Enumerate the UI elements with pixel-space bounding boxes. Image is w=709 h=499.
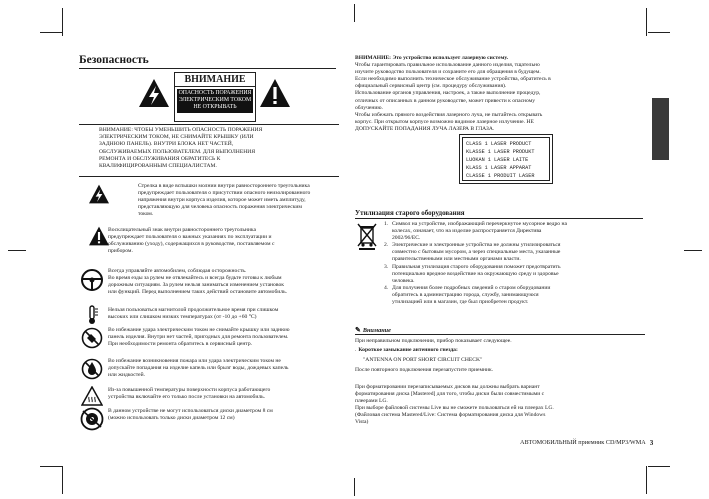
text-line: Vista) <box>355 419 369 426</box>
caution-line: ОБСЛУЖИВАЕМЫХ ПОЛЬЗОВАТЕЛЕМ. ДЛЯ ВЫПОЛНЕНИЯ <box>99 148 256 155</box>
no-water-icon <box>81 358 103 380</box>
warning-water <box>108 358 342 379</box>
crop-mark <box>648 466 670 467</box>
note-bullet-text: Короткое замыкание антенного гнезда: <box>358 347 458 353</box>
text-line: Символ на устройстве, изображающий перечеркнутое мусорное ведро на <box>392 221 567 227</box>
text-line: Во время езды за рулем не отвлекайтесь и всегда будьте готовы к любым <box>108 275 282 282</box>
text-line: отличных от описанных в данном руководстве, может привести к опасному <box>355 97 536 104</box>
page-number: 3 <box>649 439 654 447</box>
text-line: устройства включайте его только после установки на автомобиль. <box>108 394 266 401</box>
disposal-list <box>384 221 646 306</box>
text-line: Стрелка в виде вспышки молнии внутри равностороннего треугольника <box>138 183 310 189</box>
lightning-explanation <box>138 183 338 218</box>
crop-mark <box>62 466 63 494</box>
note-quote: "ANTENNA ON PORT SHORT CIRCUIT CHECK" <box>363 357 483 363</box>
list-number: 2. <box>384 242 389 249</box>
crop-mark <box>648 32 670 33</box>
note-after: После повторного подключения перезапустите приемник. <box>355 367 494 373</box>
caution-header: ВНИМАНИЕ <box>175 73 255 87</box>
text-line: ДОПУСКАЙТЕ ПОПАДАНИЯ ЛУЧА ЛАЗЕРА В ГЛАЗА. <box>355 125 495 132</box>
text-line: напряжения внутри корпуса изделия, которое может иметь амплитуду, <box>138 197 306 204</box>
text-line: корпус. При открытом корпусе возможно видимое лазерное излучение. НЕ <box>355 118 534 125</box>
footer-text: АВТОМОБИЛЬНЫЙ приемник CD/MP3/WMA <box>520 439 646 446</box>
warning-disc <box>108 408 342 422</box>
steering-wheel-icon <box>80 268 104 292</box>
lightning-triangle-icon <box>88 184 110 204</box>
disposal-title: Утилизация старого оборудования <box>355 209 465 217</box>
lightning-triangle-icon <box>138 78 170 108</box>
text-line: Правильная утилизация старого оборудования поможет предотвратить <box>392 263 561 270</box>
text-line: панель изделия. Внутри нет частей, пригодных для ремонта пользователем. <box>108 334 289 341</box>
format-text <box>355 384 649 427</box>
text-line: прибором. <box>108 248 133 255</box>
text-line: 2002/96/EC. <box>392 235 421 242</box>
caution-line: ЗАДНЮЮ ПАНЕЛЬ). ВНУТРИ БЛОКА НЕТ ЧАСТЕЙ, <box>99 141 234 148</box>
thermometer-icon <box>82 305 102 325</box>
exclamation-explanation <box>108 227 340 255</box>
text-line: Во избежание удара электрическим током не снимайте крышку или заднюю <box>108 327 290 333</box>
list-number: 1. <box>384 221 389 227</box>
note-bullet <box>355 347 645 354</box>
text-line: током. <box>138 211 154 218</box>
exclamation-triangle-icon <box>88 226 110 246</box>
warning-temperature <box>108 307 342 321</box>
text-line: Восклицательный знак внутри равностороннего треугольника <box>108 227 257 233</box>
laser-label-line: KLASS 1 LASER APPARAT <box>466 165 532 171</box>
disc-icon <box>80 407 104 431</box>
warning-steering <box>108 268 342 296</box>
text-line: В данном устройстве не могут использоваться диски диаметром 8 см <box>108 408 273 414</box>
caution-line: ВНИМАНИЕ: ЧТОБЫ УМЕНЬШИТЬ ОПАСНОСТЬ ПОРАЖЕНИЯ <box>99 127 263 133</box>
text-line: или функций. Перед выполнением таких действий остановите автомобиль. <box>108 289 288 296</box>
text-line: предупреждает пользователя о важных указаниях по эксплуатации и <box>108 234 272 241</box>
crop-mark <box>646 466 647 494</box>
page-title: Безопасность <box>79 54 149 66</box>
caution-line: РЕМОНТА И ОБСЛУЖИВАНИЯ ОБРАТИТЕСЬ К <box>99 155 221 162</box>
text-line: форматирования диска [Mastered] для того, чтобы диски были совместимыми с <box>355 391 545 398</box>
caution-line: ЭЛЕКТРИЧЕСКИМ ТОКОМ, НЕ СНИМАЙТЕ КРЫШКУ (ИЛИ <box>99 134 254 141</box>
caution-rule-top <box>79 124 339 125</box>
text-line: колесах, означает, что на изделие распространяется Директива <box>392 228 542 235</box>
text-line: Чтобы избежать прямого воздействия лазерного луча, не пытайтесь открывать <box>355 111 543 118</box>
note-intro: При неправильном подключении, прибор показывает следующее. <box>355 338 512 344</box>
note-icon: ✎ <box>355 326 361 334</box>
crop-mark <box>40 466 62 467</box>
laser-label-line: KLASSE 1 LASER PRODUKT <box>466 149 535 155</box>
text-line: дорожным ситуациям. За рулем нельзя заниматься изменением установок <box>108 282 284 289</box>
laser-warning <box>355 55 645 133</box>
text-line: Из-за повышенной температуры поверхности корпуса работающего <box>108 387 271 393</box>
hot-surface-icon <box>81 386 103 406</box>
crop-mark <box>646 8 647 36</box>
caution-text <box>99 127 319 170</box>
list-item <box>384 264 646 285</box>
list-item <box>384 242 646 263</box>
text-line: официальный сервисный центр (см. процедуру обслуживания). <box>355 83 507 90</box>
note-label: Внимание <box>362 326 391 334</box>
laser-label-line: CLASS 1 LASER PRODUCT <box>466 141 532 147</box>
text-line: потенциально вредное воздействие на окружающую среду и здоровье <box>392 270 559 277</box>
laser-label-line: LUOKAN 1 LASER LAITE <box>466 157 529 163</box>
caution-sub-line: ОПАСНОСТЬ ПОРАЖЕНИЯ <box>178 90 252 96</box>
caution-sub-line: НЕ ОТКРЫВАТЬ <box>193 104 237 111</box>
text-line: обслуживанию (уходу), содержащихся в руководстве, поставляемом с <box>108 241 275 248</box>
text-line: Нельзя пользоваться магнитолой продолжительное время при слишком <box>108 307 279 313</box>
warning-disassemble <box>108 327 342 348</box>
caution-line: КВАЛИФИЦИРОВАННЫМ СПЕЦИАЛИСТАМ. <box>99 163 217 170</box>
crop-mark <box>8 250 26 251</box>
list-item <box>384 221 646 242</box>
laser-label-line: CLASSE 1 PRODUIT LASER <box>466 173 535 179</box>
text-line: При необходимости ремонта обратитесь в сервисный центр. <box>108 341 253 348</box>
list-item <box>384 285 646 306</box>
side-tab <box>652 98 669 160</box>
list-number: 3. <box>384 263 389 270</box>
crop-mark <box>354 478 355 496</box>
caution-rule-bottom <box>79 176 339 177</box>
crop-mark <box>354 4 355 22</box>
text-line: При выборе файловой системы Live вы не сможете пользоваться ей на плеерах LG. <box>355 405 554 412</box>
text-line: Для получения более подробных сведений о старом оборудовании <box>392 284 551 291</box>
text-line: или жидкостей. <box>108 372 146 379</box>
caution-box <box>174 72 256 122</box>
warning-hot <box>108 387 342 401</box>
text-line: плеерами LG. <box>355 398 388 405</box>
crop-mark <box>40 32 62 33</box>
text-line: допускайте попадания на изделие капель или брызг воды, дождевых капель <box>108 365 289 372</box>
crop-mark <box>62 8 63 36</box>
text-line: утилизацией или в магазин, где был приобретен продукт. <box>392 299 529 306</box>
text-line: ВНИМАНИЕ: Это устройство использует лазерную систему. <box>355 55 509 61</box>
list-number: 4. <box>384 284 389 291</box>
caution-sub <box>177 89 253 113</box>
laser-label <box>459 134 553 184</box>
text-line: изучите руководство пользователя и сохраните его для обращения в будущем. <box>355 69 541 76</box>
text-line: (Файловая система Mastered/Live: Система форматирования диска для Windows <box>355 412 546 419</box>
title-rule <box>79 68 336 69</box>
laser-label-inner <box>462 137 550 181</box>
bullet-dot: . <box>355 347 357 353</box>
text-line: (можно использовать только диски диаметром 12 см) <box>108 415 235 422</box>
note-rule <box>355 334 645 335</box>
note-header <box>355 326 391 334</box>
text-line: Использование органов управления, настроек, а также выполнение процедур, <box>355 90 541 97</box>
caution-sub-line: ЭЛЕКТРИЧЕСКИМ ТОКОМ <box>178 97 252 104</box>
text-line: правительственными или местными органами власти. <box>392 256 521 263</box>
text-line: Электрические и электронные устройства не должны утилизироваться <box>392 242 561 249</box>
text-line: совместно с бытовым мусором, а через специальные места, указанные <box>392 249 561 256</box>
crossed-bin-icon <box>356 222 378 250</box>
disposal-rule <box>355 218 643 219</box>
text-line: облучению. <box>355 104 383 111</box>
text-line: предупреждает пользователя о присутствии опасного неизолированного <box>138 190 311 197</box>
text-line: Всегда управляйте автомобилем, соблюдая осторожность. <box>108 268 247 274</box>
text-line: человека. <box>392 277 415 284</box>
page-footer <box>520 439 653 447</box>
text-line: При форматировании перезаписываемых дисков вы должны выбрать вариант <box>355 384 540 390</box>
text-line: представляющую для человека опасность поражения электрическим <box>138 204 302 211</box>
no-disassemble-icon <box>81 327 103 349</box>
text-line: высоких или слишком низких температурах (от -10 до +60 °С) <box>108 314 257 321</box>
text-line: Чтобы гарантировать правильное использование данного изделия, тщательно <box>355 62 540 69</box>
text-line: Во избежание возникновения пожара или удара электрическим током не <box>108 358 281 364</box>
exclamation-triangle-icon <box>259 78 291 108</box>
text-line: Если необходимо выполнить техническое обслуживание устройства, обратитесь в <box>355 76 551 83</box>
crop-mark <box>684 250 702 251</box>
caution-graphic <box>138 72 290 122</box>
text-line: обратитесь в администрацию города, службу, занимающуюся <box>392 291 539 298</box>
